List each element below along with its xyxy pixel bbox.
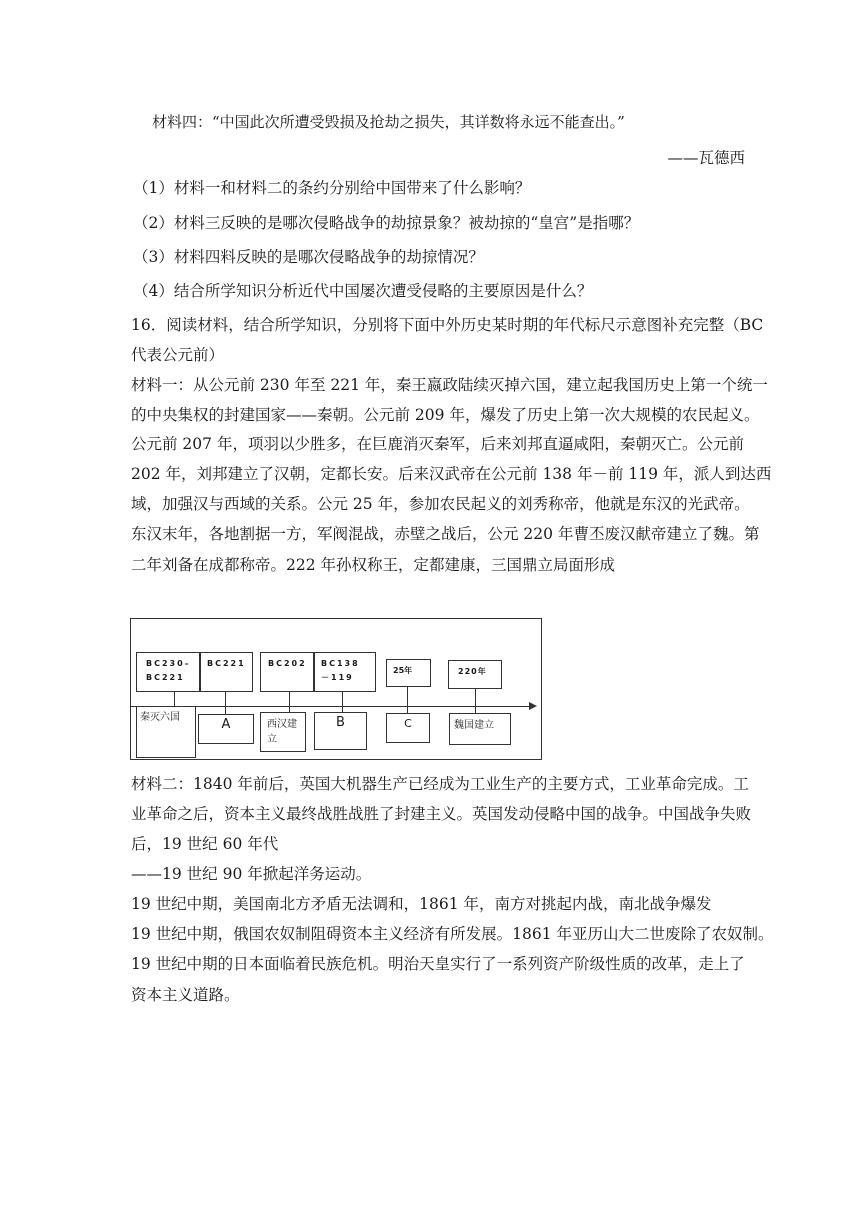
material1-line: 202 年，刘邦建立了汉朝，定都长安。后来汉武帝在公元前 138 年－前 119 年，派人到达西 bbox=[131, 465, 772, 483]
material4-quote: 材料四：“中国此次所遭受毁损及抢劫之损失，其详数将永远不能查出。” bbox=[152, 113, 625, 131]
date-label: －119 bbox=[321, 673, 354, 682]
date-label: BC138 bbox=[321, 659, 360, 668]
answer-label-b: B bbox=[336, 715, 345, 730]
question-3: （3）材料四料反映的是哪次侵略战争的劫掠情况？ bbox=[133, 248, 484, 266]
date-label: BC221 bbox=[207, 659, 246, 668]
material2-line: 19 世纪中期，俄国农奴制阻碍资本主义经济有所发展。1861 年亚历山大二世废除了农奴制。 bbox=[131, 925, 774, 943]
timeline-diagram bbox=[130, 618, 542, 760]
material1-line: 域，加强汉与西域的关系。公元 25 年，参加农民起义的刘秀称帝，他就是东汉的光武帝。 bbox=[131, 495, 750, 513]
timeline-tick bbox=[475, 689, 476, 706]
timeline-tick bbox=[289, 691, 290, 706]
material1-line: 的中央集权的封建国家——秦朝。公元前 209 年，爆发了历史上第一次大规模的农民起义。 bbox=[131, 406, 760, 424]
material2-line: 后，19 世纪 60 年代 bbox=[131, 835, 279, 853]
question-1: （1）材料一和材料二的条约分别给中国带来了什么影响？ bbox=[133, 179, 531, 197]
question-16-line: 代表公元前） bbox=[131, 346, 225, 364]
timeline-answer-box-a bbox=[198, 714, 254, 744]
question-16-line: 16．阅读材料，结合所学知识，分别将下面中外历史某时期的年代标尺示意图补充完整（BC bbox=[131, 316, 764, 334]
timeline-tick bbox=[342, 691, 343, 706]
timeline-event-box bbox=[449, 713, 511, 745]
date-label: BC202 bbox=[268, 659, 307, 668]
date-label: 25年 bbox=[393, 666, 413, 675]
material4-source: ——瓦德西 bbox=[667, 149, 745, 167]
timeline-tick bbox=[407, 687, 408, 706]
answer-label-c: C bbox=[404, 717, 412, 730]
timeline-date-box bbox=[386, 659, 431, 687]
timeline-tick bbox=[475, 706, 476, 713]
timeline-date-box bbox=[314, 652, 376, 692]
date-label: BC221 bbox=[146, 673, 185, 682]
material1-line: 东汉末年，各地割据一方，军阀混战，赤壁之战后，公元 220 年曹丕废汉献帝建立了魏。第 bbox=[131, 525, 760, 543]
timeline-date-box bbox=[200, 652, 253, 692]
timeline-tick bbox=[225, 691, 226, 706]
material1-line: 材料一：从公元前 230 年至 221 年，秦王嬴政陆续灭掉六国，建立起我国历史上第一个统一 bbox=[131, 376, 768, 394]
timeline-answer-box-c bbox=[386, 713, 430, 743]
question-4: （4）结合所学知识分析近代中国屡次遭受侵略的主要原因是什么？ bbox=[133, 282, 593, 300]
material2-line: 业革命之后，资本主义最终战胜战胜了封建主义。英国发动侵略中国的战争。中国战争失败 bbox=[131, 805, 752, 823]
event-label: 西汉建 bbox=[267, 719, 297, 730]
timeline-event-box bbox=[260, 712, 306, 752]
material2-line: 19 世纪中期，美国南北方矛盾无法调和，1861 年，南方对挑起内战，南北战争爆发 bbox=[131, 895, 712, 913]
date-label: 220年 bbox=[458, 667, 487, 676]
timeline-arrow bbox=[529, 702, 537, 710]
event-label: 立 bbox=[267, 734, 277, 745]
material1-line: 二年刘备在成都称帝。222 年孙权称王，定都建康，三国鼎立局面形成 bbox=[131, 556, 616, 574]
timeline-event-box bbox=[136, 706, 196, 758]
date-label: BC230– bbox=[146, 659, 191, 668]
material2-line: 材料二：1840 年前后，英国大机器生产已经成为工业生产的主要方式，工业革命完成。工 bbox=[131, 775, 749, 793]
answer-label-a: A bbox=[221, 717, 231, 732]
timeline-date-box bbox=[260, 652, 314, 692]
question-2: （2）材料三反映的是哪次侵略战争的劫掠景象？被劫掠的“皇宫”是指哪？ bbox=[133, 214, 640, 232]
timeline-tick bbox=[225, 706, 226, 714]
timeline-answer-box-b bbox=[314, 712, 367, 750]
material1-line: 公元前 207 年，项羽以少胜多，在巨鹿消灭秦军，后来刘邦直逼咸阳，秦朝灭亡。公元前 bbox=[131, 435, 744, 453]
timeline-tick bbox=[407, 706, 408, 713]
material2-line: 资本主义道路。 bbox=[131, 986, 240, 1004]
material2-line: 19 世纪中期的日本面临着民族危机。明治天皇实行了一系列资产阶级性质的改革，走上了 bbox=[131, 955, 745, 973]
event-label: 秦灭六国 bbox=[140, 712, 180, 723]
timeline-date-box bbox=[448, 660, 502, 689]
event-label: 魏国建立 bbox=[454, 720, 494, 731]
timeline-tick bbox=[174, 691, 175, 706]
material2-line: ——19 世纪 90 年掀起洋务运动。 bbox=[131, 865, 372, 883]
timeline-date-box bbox=[136, 652, 200, 692]
